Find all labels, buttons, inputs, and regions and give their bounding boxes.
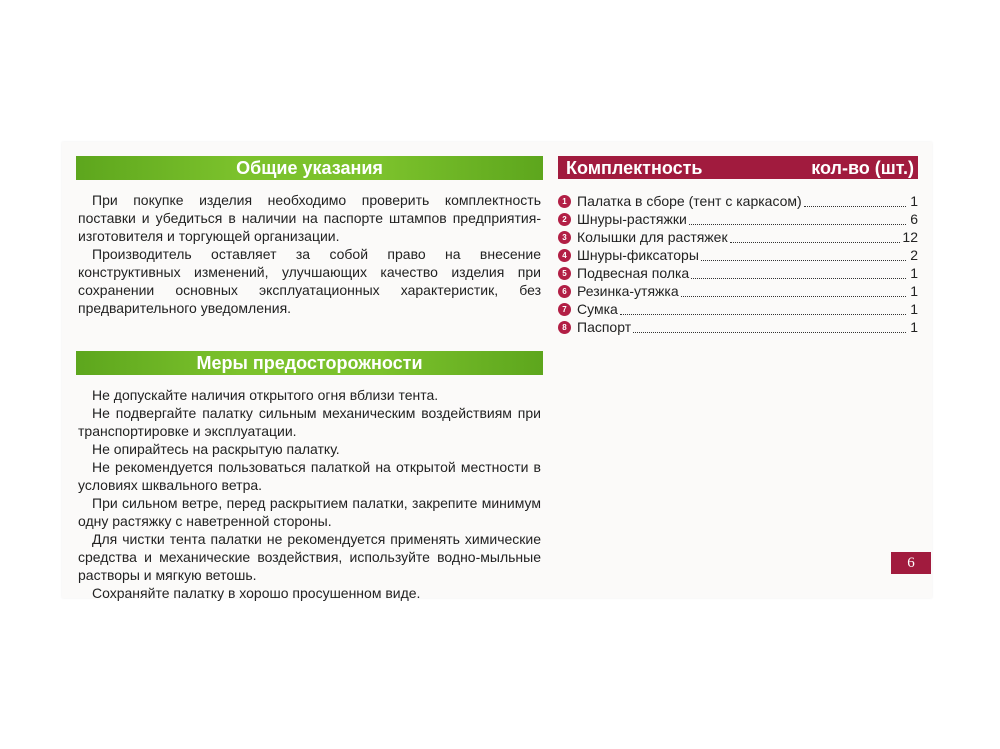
kit-list [558, 192, 918, 336]
item-quantity: 12 [902, 229, 918, 245]
kit-qty-header: кол-во (шт.) [811, 158, 914, 178]
dot-leader [701, 249, 906, 261]
item-label: Колышки для растяжек [577, 229, 728, 245]
kit-section-header [558, 156, 918, 179]
page-number: 6 [891, 552, 931, 574]
item-quantity: 1 [910, 265, 918, 281]
kit-list-item [558, 246, 918, 264]
item-quantity: 2 [910, 247, 918, 263]
item-quantity: 1 [910, 319, 918, 335]
right-column [558, 156, 918, 336]
item-quantity: 1 [910, 193, 918, 209]
kit-list-item [558, 210, 918, 228]
kit-list-item [558, 192, 918, 210]
item-label: Палатка в сборе (тент с каркасом) [577, 193, 802, 209]
kit-section-title: Комплектность [566, 158, 703, 178]
precaution-paragraph: При сильном ветре, перед раскрытием палатки, закрепите минимум одну растяжку с наветренной стороны. [78, 495, 541, 529]
item-number-badge: 8 [558, 321, 571, 334]
precaution-paragraph: Не допускайте наличия открытого огня вблизи тента. [92, 387, 439, 403]
item-quantity: 6 [910, 211, 918, 227]
dot-leader [633, 321, 906, 333]
item-number-badge: 5 [558, 267, 571, 280]
kit-list-item [558, 300, 918, 318]
dot-leader [691, 267, 906, 279]
item-number-badge: 6 [558, 285, 571, 298]
item-label: Паспорт [577, 319, 632, 335]
item-quantity: 1 [910, 283, 918, 299]
manual-page [62, 142, 932, 601]
precaution-paragraph: Для чистки тента палатки не рекомендуется применять химические средства и механические воздействия, используйте водно-мыльные растворы и мягкую ветошь. [78, 531, 541, 583]
item-label: Подвесная полка [577, 265, 690, 281]
dot-leader [689, 213, 906, 225]
dot-leader [620, 303, 906, 315]
precaution-paragraph: Не подвергайте палатку сильным механическим воздействиям при транспортировке и эксплуатации. [78, 405, 541, 439]
precaution-paragraph: Не рекомендуется пользоваться палаткой на открытой местности в условиях шквального ветра. [78, 459, 541, 493]
item-number-badge: 1 [558, 195, 571, 208]
item-number-badge: 7 [558, 303, 571, 316]
precaution-paragraph: Не опирайтесь на раскрытую палатку. [92, 441, 340, 457]
item-number-badge: 2 [558, 213, 571, 226]
left-column [76, 156, 543, 602]
general-paragraph: При покупке изделия необходимо проверить комплектность поставки и убедиться в наличии на паспорте штампов предприятия-изготовителя и торгующей организации. [78, 192, 541, 244]
precaution-paragraph: Сохраняйте палатку в хорошо просушенном виде. [92, 585, 421, 601]
kit-list-item [558, 264, 918, 282]
general-section-title: Общие указания [76, 156, 543, 180]
item-label: Шнуры-фиксаторы [577, 247, 699, 263]
dot-leader [730, 231, 901, 243]
item-number-badge: 3 [558, 231, 571, 244]
dot-leader [804, 195, 906, 207]
general-section-text [76, 191, 543, 317]
precautions-section-text [76, 386, 543, 602]
item-label: Резинка-утяжка [577, 283, 679, 299]
general-paragraph: Производитель оставляет за собой право на внесение конструктивных изменений, улучшающих качество изделия при сохранении основных эксплуатационных характеристик, без предварительного уведомления. [78, 246, 541, 316]
dot-leader [681, 285, 906, 297]
item-label: Шнуры-растяжки [577, 211, 687, 227]
item-quantity: 1 [910, 301, 918, 317]
precautions-section-title: Меры предосторожности [76, 351, 543, 375]
kit-list-item [558, 282, 918, 300]
kit-list-item [558, 228, 918, 246]
kit-list-item [558, 318, 918, 336]
item-label: Сумка [577, 301, 618, 317]
item-number-badge: 4 [558, 249, 571, 262]
